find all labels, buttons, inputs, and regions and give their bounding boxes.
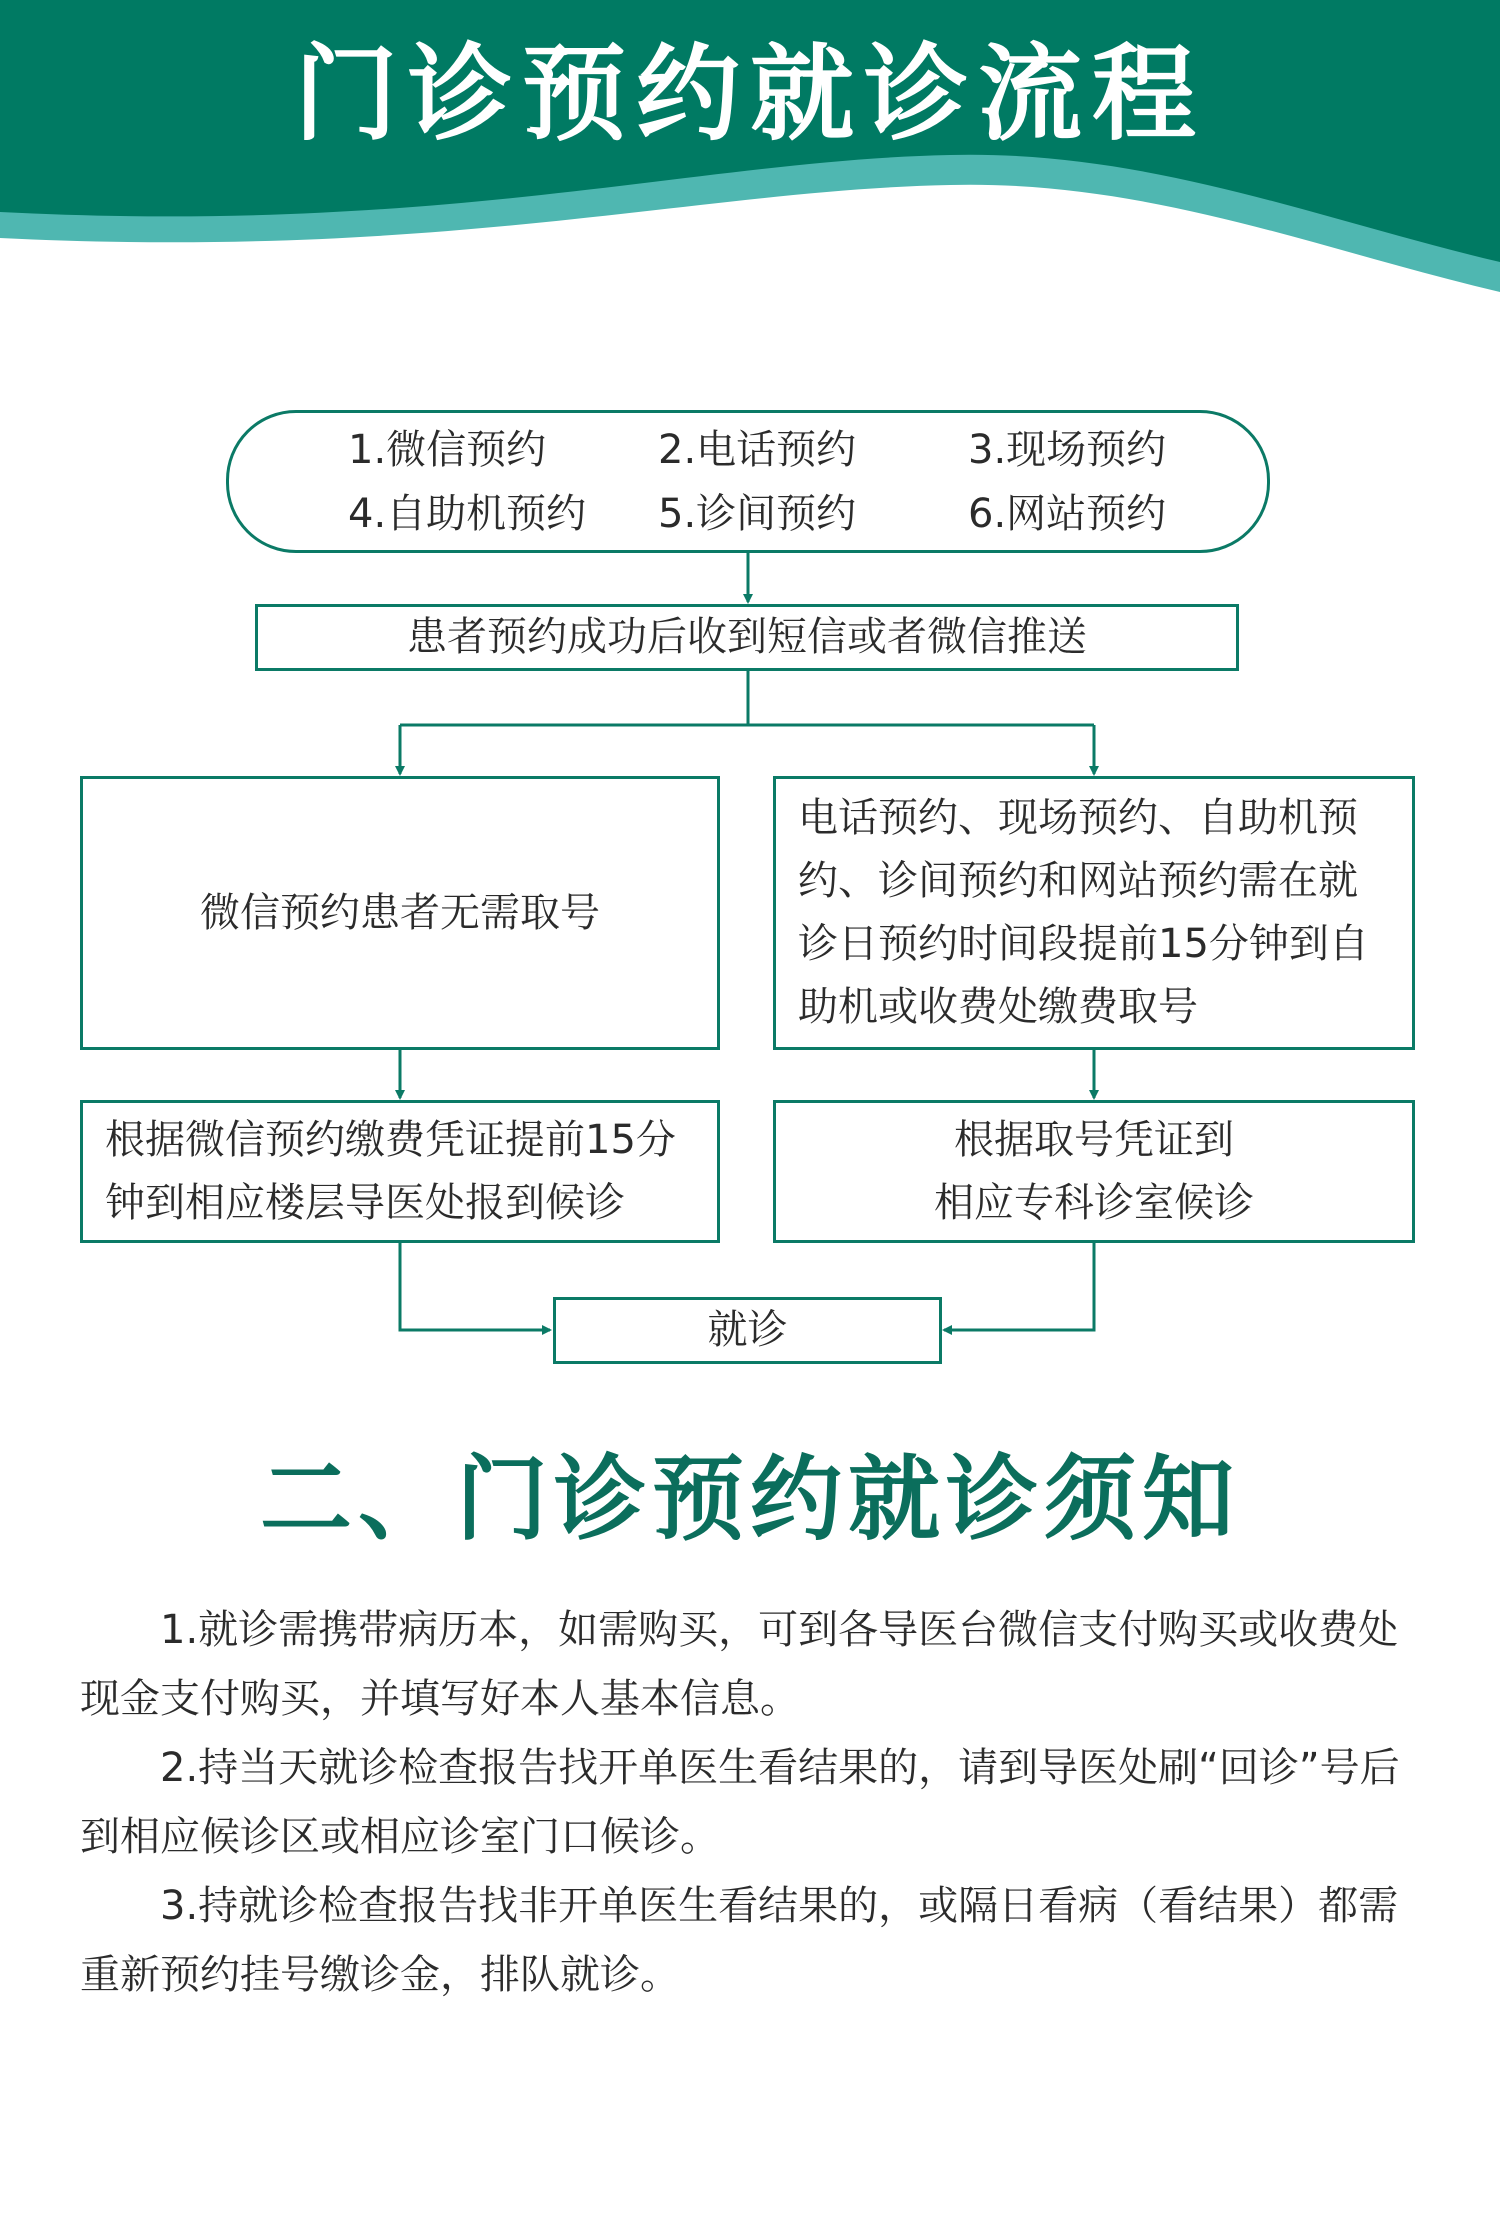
notice-item: 1.就诊需携带病历本，如需购买，可到各导医台微信支付购买或收费处现金支付购买，并填写好本人基本信息。 <box>80 1607 1399 1722</box>
other-methods-ticket-step <box>773 776 1415 1050</box>
wechat-no-ticket-text: 微信预约患者无需取号 <box>200 889 600 936</box>
method-item: 3.现场预约 <box>968 426 1167 473</box>
method-item: 2.电话预约 <box>658 426 857 473</box>
notice-item: 2.持当天就诊检查报告找开单医生看结果的，请到导医处刷“回诊”号后到相应候诊区或相应诊室门口候诊。 <box>80 1745 1400 1860</box>
visit-text: 就诊 <box>707 1307 788 1353</box>
wechat-no-ticket-step <box>80 776 720 1050</box>
report-line: 根据微信预约缴费凭证提前15分 <box>105 1116 676 1163</box>
wait-line: 相应专科诊室候诊 <box>934 1179 1254 1226</box>
arrow-right-to-visit <box>944 1243 1094 1330</box>
arrow-left-to-visit <box>400 1243 550 1330</box>
ticket-wait-step <box>773 1100 1415 1243</box>
wait-line: 根据取号凭证到 <box>954 1116 1234 1163</box>
method-item: 5.诊间预约 <box>658 490 857 537</box>
ticket-line: 助机或收费处缴费取号 <box>798 984 1198 1030</box>
notice-title: 二、门诊预约就诊须知 <box>259 1446 1240 1553</box>
ticket-line: 诊日预约时间段提前15分钟到自 <box>798 921 1369 967</box>
page-title: 门诊预约就诊流程 <box>293 33 1206 155</box>
notice-list <box>80 1596 1420 2010</box>
visit-step <box>553 1297 942 1364</box>
ticket-line: 电话预约、现场预约、自助机预 <box>798 795 1358 841</box>
notify-text: 患者预约成功后收到短信或者微信推送 <box>407 614 1087 660</box>
method-item: 6.网站预约 <box>968 490 1167 537</box>
wechat-report-step <box>80 1100 720 1243</box>
method-item: 4.自助机预约 <box>348 490 587 537</box>
notice-item: 3.持就诊检查报告找非开单医生看结果的，或隔日看病（看结果）都需重新预约挂号缴诊金，排队就诊。 <box>80 1883 1399 1998</box>
appointment-methods <box>226 410 1270 553</box>
ticket-line: 约、诊间预约和网站预约需在就 <box>798 858 1358 904</box>
method-item: 1.微信预约 <box>348 426 547 473</box>
notify-step <box>255 604 1239 671</box>
report-line: 钟到相应楼层导医处报到候诊 <box>105 1179 625 1226</box>
